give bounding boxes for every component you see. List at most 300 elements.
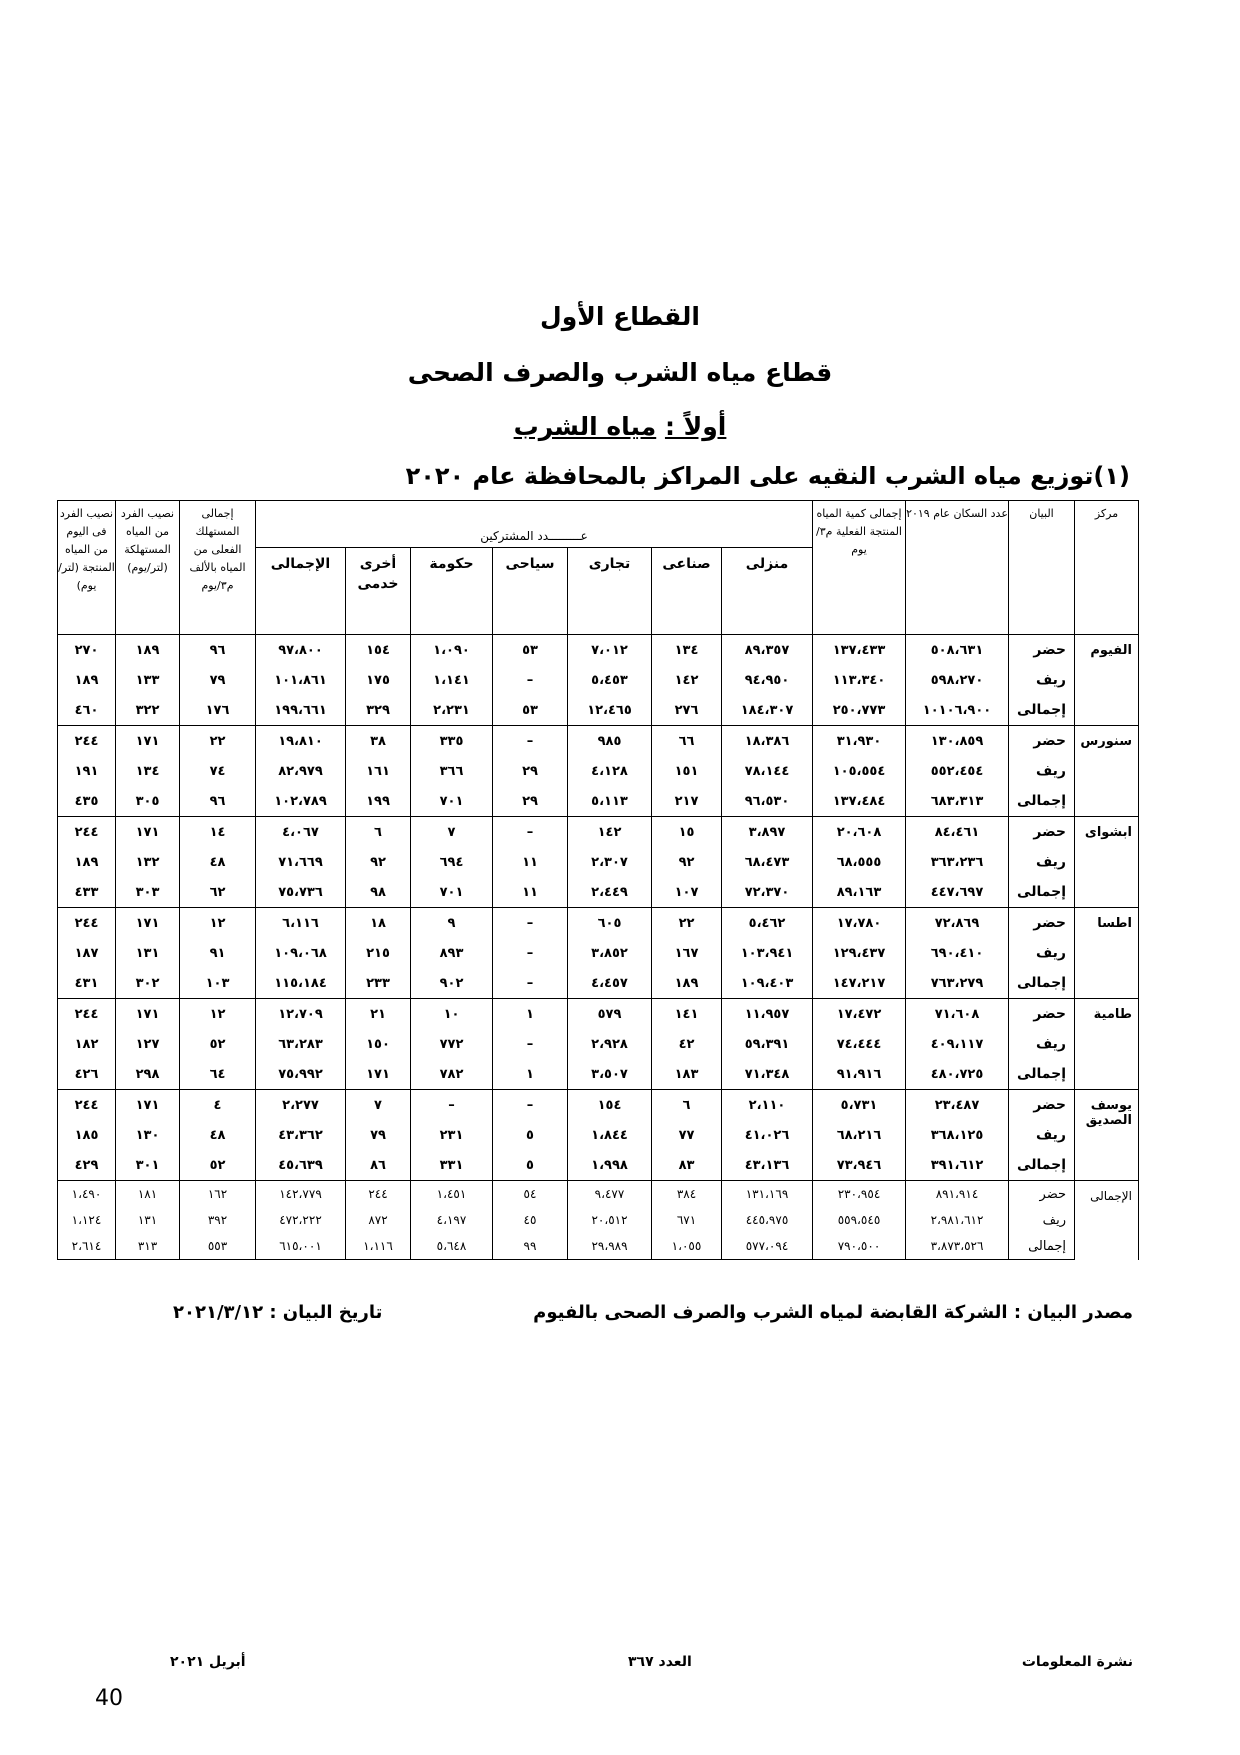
cell-residential: ٢،١١٠ (722, 1090, 813, 1121)
cell-other: ٢١ (346, 999, 411, 1030)
bayan-cell: إجمالى (1009, 695, 1075, 726)
page-number: 40 (95, 1686, 123, 1711)
cell-commercial: ٩،٤٧٧ (568, 1181, 652, 1208)
cell-commercial: ٥٧٩ (568, 999, 652, 1030)
cell-pc-produced: ١،١٢٤ (58, 1207, 116, 1233)
cell-government: ١،٤٥١ (411, 1181, 493, 1208)
cell-industrial: ٦٦ (652, 726, 722, 757)
cell-consumed: ٧٩ (180, 665, 256, 695)
cell-other: ١٥٠ (346, 1029, 411, 1059)
cell-consumed: ١٢ (180, 908, 256, 939)
cell-industrial: ٦٧١ (652, 1207, 722, 1233)
table-row (58, 1233, 1139, 1260)
cell-produced: ٢٥٠،٧٧٣ (813, 695, 906, 726)
table-row (58, 938, 1139, 968)
cell-other: ٩٢ (346, 847, 411, 877)
header-bayan: البيان (1009, 501, 1075, 635)
cell-produced: ١٢٩،٤٣٧ (813, 938, 906, 968)
cell-total: ٧٥،٧٣٦ (256, 877, 346, 908)
cell-pc-consumed: ٣٢٢ (116, 695, 180, 726)
header-residential: منزلى (722, 548, 813, 635)
sector-title: القطاع الأول (540, 302, 700, 331)
cell-population: ٢،٩٨١،٦١٢ (906, 1207, 1009, 1233)
cell-pc-consumed: ٣٠٣ (116, 877, 180, 908)
cell-other: ٢٣٣ (346, 968, 411, 999)
cell-industrial: ٢١٧ (652, 786, 722, 817)
cell-residential: ٣،٨٩٧ (722, 817, 813, 848)
cell-government: ٣٣٥ (411, 726, 493, 757)
table-row (58, 1090, 1139, 1121)
cell-pc-consumed: ١٨٩ (116, 635, 180, 666)
bayan-cell: إجمالى (1009, 786, 1075, 817)
table-row (58, 999, 1139, 1030)
cell-tourist: ٢٩ (493, 786, 568, 817)
cell-tourist: ٥٤ (493, 1181, 568, 1208)
cell-tourist: ٥٣ (493, 695, 568, 726)
cell-pc-produced: ١٨٥ (58, 1120, 116, 1150)
cell-population: ٤٨٠،٧٢٥ (906, 1059, 1009, 1090)
cell-industrial: ١،٠٥٥ (652, 1233, 722, 1260)
bayan-cell: حضر (1009, 635, 1075, 666)
cell-government: ٧ (411, 817, 493, 848)
section-label: مياه الشرب (513, 412, 657, 441)
table-caption: (١)توزيع مياه الشرب النقيه على المراكز بالمحافظة عام ٢٠٢٠ (405, 462, 1130, 490)
cell-government: ٧٧٢ (411, 1029, 493, 1059)
footer-date: أبريل ٢٠٢١ (170, 1654, 246, 1670)
cell-commercial: ١٥٤ (568, 1090, 652, 1121)
cell-tourist: – (493, 1090, 568, 1121)
cell-produced: ٦٨،٢١٦ (813, 1120, 906, 1150)
cell-commercial: ٥،٤٥٣ (568, 665, 652, 695)
cell-tourist: ١ (493, 1059, 568, 1090)
cell-produced: ٨٩،١٦٣ (813, 877, 906, 908)
cell-other: ١٩٩ (346, 786, 411, 817)
bayan-cell: ريف (1009, 756, 1075, 786)
cell-industrial: ١٨٣ (652, 1059, 722, 1090)
cell-population: ٣٦٣،٢٣٦ (906, 847, 1009, 877)
cell-government: ٩٠٢ (411, 968, 493, 999)
cell-other: ١٨ (346, 908, 411, 939)
cell-residential: ١٠٩،٤٠٣ (722, 968, 813, 999)
cell-consumed: ٦٤ (180, 1059, 256, 1090)
cell-pc-produced: ٤٢٩ (58, 1150, 116, 1181)
bayan-cell: ريف (1009, 938, 1075, 968)
source-note: مصدر البيان : الشركة القابضة لمياه الشرب والصرف الصحى بالفيوم (533, 1302, 1133, 1323)
cell-pc-produced: ٢،٦١٤ (58, 1233, 116, 1260)
cell-industrial: ٢٢ (652, 908, 722, 939)
section-prefix: أولاً : (664, 412, 727, 441)
cell-tourist: – (493, 1029, 568, 1059)
cell-produced: ٣١،٩٣٠ (813, 726, 906, 757)
cell-government: ١،٠٩٠ (411, 635, 493, 666)
cell-produced: ٥،٧٣١ (813, 1090, 906, 1121)
header-subscribers-total: الإجمالى (256, 548, 346, 635)
cell-consumed: ٤٨ (180, 847, 256, 877)
bayan-cell: حضر (1009, 999, 1075, 1030)
cell-tourist: ٥٣ (493, 635, 568, 666)
markaz-cell: الفيوم (1075, 635, 1139, 726)
cell-consumed: ٩٦ (180, 635, 256, 666)
cell-commercial: ٧،٠١٢ (568, 635, 652, 666)
table-row (58, 635, 1139, 666)
cell-tourist: ٤٥ (493, 1207, 568, 1233)
header-per-capita-produced: نصيب الفرد فى اليوم من المياه المنتجة (لتر/يوم) (58, 501, 116, 635)
cell-total: ٢،٢٧٧ (256, 1090, 346, 1121)
cell-produced: ١٣٧،٤٨٤ (813, 786, 906, 817)
cell-government: – (411, 1090, 493, 1121)
bayan-cell: إجمالى (1009, 968, 1075, 999)
cell-other: ١،١١٦ (346, 1233, 411, 1260)
cell-produced: ٦٨،٥٥٥ (813, 847, 906, 877)
cell-total: ٧١،٦٦٩ (256, 847, 346, 877)
cell-pc-produced: ١٩١ (58, 756, 116, 786)
cell-total: ٩٧،٨٠٠ (256, 635, 346, 666)
cell-industrial: ١٨٩ (652, 968, 722, 999)
cell-pc-consumed: ١٣١ (116, 938, 180, 968)
cell-commercial: ٤،١٢٨ (568, 756, 652, 786)
cell-tourist: – (493, 665, 568, 695)
header-produced: إجمالى كمية المياه المنتجة الفعلية م٣/يوم (813, 501, 906, 635)
cell-pc-consumed: ١٣١ (116, 1207, 180, 1233)
cell-tourist: ١١ (493, 847, 568, 877)
cell-other: ٣٢٩ (346, 695, 411, 726)
cell-consumed: ١٧٦ (180, 695, 256, 726)
cell-total: ٨٢،٩٧٩ (256, 756, 346, 786)
cell-population: ٣٩١،٦١٢ (906, 1150, 1009, 1181)
cell-total: ٦،١١٦ (256, 908, 346, 939)
cell-government: ٢،٢٣١ (411, 695, 493, 726)
cell-pc-produced: ٤٣١ (58, 968, 116, 999)
cell-total: ١٢،٧٠٩ (256, 999, 346, 1030)
cell-tourist: – (493, 968, 568, 999)
cell-total: ٦٣،٢٨٣ (256, 1029, 346, 1059)
cell-other: ٨٦ (346, 1150, 411, 1181)
cell-other: ٢١٥ (346, 938, 411, 968)
cell-tourist: ١١ (493, 877, 568, 908)
cell-commercial: ٦٠٥ (568, 908, 652, 939)
cell-commercial: ٣،٨٥٢ (568, 938, 652, 968)
bayan-cell: ريف (1009, 1120, 1075, 1150)
markaz-cell: الإجمالى (1075, 1181, 1139, 1260)
cell-commercial: ٩٨٥ (568, 726, 652, 757)
bayan-cell: حضر (1009, 726, 1075, 757)
cell-government: ٧٠١ (411, 877, 493, 908)
table-row (58, 1150, 1139, 1181)
cell-consumed: ٦٢ (180, 877, 256, 908)
cell-residential: ١٣١،١٦٩ (722, 1181, 813, 1208)
cell-other: ٦ (346, 817, 411, 848)
markaz-cell: يوسف الصديق (1075, 1090, 1139, 1181)
cell-residential: ١٠٣،٩٤١ (722, 938, 813, 968)
cell-industrial: ١٥ (652, 817, 722, 848)
markaz-cell: ابشواى (1075, 817, 1139, 908)
cell-pc-consumed: ٢٩٨ (116, 1059, 180, 1090)
cell-pc-consumed: ١٧١ (116, 726, 180, 757)
cell-industrial: ١٤٢ (652, 665, 722, 695)
cell-pc-consumed: ١٧١ (116, 817, 180, 848)
cell-population: ٢٣،٤٨٧ (906, 1090, 1009, 1121)
cell-residential: ٧١،٣٤٨ (722, 1059, 813, 1090)
cell-pc-consumed: ١٣٢ (116, 847, 180, 877)
cell-residential: ٤٤٥،٩٧٥ (722, 1207, 813, 1233)
cell-commercial: ٢،٣٠٧ (568, 847, 652, 877)
cell-produced: ١٤٧،٢١٧ (813, 968, 906, 999)
cell-pc-consumed: ١٣٠ (116, 1120, 180, 1150)
cell-total: ١٠١،٨٦١ (256, 665, 346, 695)
header-tourist: سياحى (493, 548, 568, 635)
cell-pc-produced: ٤٣٥ (58, 786, 116, 817)
cell-pc-produced: ١٨٩ (58, 847, 116, 877)
cell-other: ١٧٥ (346, 665, 411, 695)
cell-other: ٧ (346, 1090, 411, 1121)
bayan-cell: ريف (1009, 665, 1075, 695)
header-other: أخرى خدمى (346, 548, 411, 635)
cell-residential: ١٨٤،٣٠٧ (722, 695, 813, 726)
table-row (58, 1207, 1139, 1233)
cell-pc-produced: ٢٤٤ (58, 726, 116, 757)
cell-residential: ٥،٤٦٢ (722, 908, 813, 939)
bayan-cell: إجمالى (1009, 877, 1075, 908)
cell-residential: ٤١،٠٢٦ (722, 1120, 813, 1150)
cell-produced: ٥٥٩،٥٤٥ (813, 1207, 906, 1233)
cell-population: ٥٠٨،٦٣١ (906, 635, 1009, 666)
cell-government: ١،١٤١ (411, 665, 493, 695)
cell-pc-consumed: ١٣٤ (116, 756, 180, 786)
cell-other: ١٧١ (346, 1059, 411, 1090)
cell-other: ١٥٤ (346, 635, 411, 666)
cell-population: ٣٦٨،١٢٥ (906, 1120, 1009, 1150)
cell-residential: ٧٢،٣٧٠ (722, 877, 813, 908)
cell-pc-produced: ١،٤٩٠ (58, 1181, 116, 1208)
cell-government: ٤،١٩٧ (411, 1207, 493, 1233)
bayan-cell: ريف (1009, 1207, 1075, 1233)
cell-population: ٣،٨٧٣،٥٢٦ (906, 1233, 1009, 1260)
cell-produced: ١٣٧،٤٣٣ (813, 635, 906, 666)
cell-total: ٦١٥،٠٠١ (256, 1233, 346, 1260)
cell-residential: ٩٦،٥٣٠ (722, 786, 813, 817)
cell-total: ١٤٢،٧٧٩ (256, 1181, 346, 1208)
header-consumed: إجمالى المستهلك الفعلى من المياه بالألف م٣/يوم (180, 501, 256, 635)
table-row (58, 877, 1139, 908)
cell-pc-produced: ٢٤٤ (58, 817, 116, 848)
cell-industrial: ٩٢ (652, 847, 722, 877)
cell-consumed: ١٠٣ (180, 968, 256, 999)
cell-total: ٤٧٢،٢٢٢ (256, 1207, 346, 1233)
cell-population: ٤٤٧،٦٩٧ (906, 877, 1009, 908)
cell-pc-consumed: ٣٠٢ (116, 968, 180, 999)
cell-produced: ٧٤،٤٤٤ (813, 1029, 906, 1059)
cell-consumed: ١٤ (180, 817, 256, 848)
cell-produced: ١٧،٧٨٠ (813, 908, 906, 939)
cell-consumed: ٧٤ (180, 756, 256, 786)
cell-population: ٦٩٠،٤١٠ (906, 938, 1009, 968)
table-row (58, 908, 1139, 939)
cell-government: ٢٣١ (411, 1120, 493, 1150)
table-row (58, 695, 1139, 726)
cell-pc-consumed: ١٧١ (116, 1090, 180, 1121)
cell-industrial: ٣٨٤ (652, 1181, 722, 1208)
footer-issue: العدد ٣٦٧ (628, 1654, 692, 1670)
cell-consumed: ١٢ (180, 999, 256, 1030)
cell-consumed: ٩٦ (180, 786, 256, 817)
table-row (58, 1120, 1139, 1150)
cell-commercial: ٢٩،٩٨٩ (568, 1233, 652, 1260)
cell-tourist: ١ (493, 999, 568, 1030)
cell-government: ٦٩٤ (411, 847, 493, 877)
cell-population: ١٠١٠٦،٩٠٠ (906, 695, 1009, 726)
cell-total: ٤٣،٣٦٢ (256, 1120, 346, 1150)
section-heading (0, 412, 1240, 441)
cell-total: ٤،٠٦٧ (256, 817, 346, 848)
cell-pc-consumed: ١٨١ (116, 1181, 180, 1208)
cell-population: ٨٤،٤٦١ (906, 817, 1009, 848)
cell-population: ٦٨٣،٣١٣ (906, 786, 1009, 817)
cell-population: ٨٩١،٩١٤ (906, 1181, 1009, 1208)
cell-total: ١٩٩،٦٦١ (256, 695, 346, 726)
cell-pc-produced: ٢٤٤ (58, 908, 116, 939)
cell-industrial: ١٤١ (652, 999, 722, 1030)
cell-pc-produced: ١٨٢ (58, 1029, 116, 1059)
cell-government: ٥،٦٤٨ (411, 1233, 493, 1260)
cell-consumed: ٥٢ (180, 1150, 256, 1181)
cell-tourist: – (493, 726, 568, 757)
cell-residential: ١٨،٣٨٦ (722, 726, 813, 757)
cell-tourist: ٢٩ (493, 756, 568, 786)
cell-commercial: ٢٠،٥١٢ (568, 1207, 652, 1233)
cell-residential: ٤٣،١٣٦ (722, 1150, 813, 1181)
cell-total: ١٠٩،٠٦٨ (256, 938, 346, 968)
markaz-cell: سنورس (1075, 726, 1139, 817)
bayan-cell: إجمالى (1009, 1233, 1075, 1260)
cell-pc-produced: ٤٦٠ (58, 695, 116, 726)
cell-consumed: ٣٩٢ (180, 1207, 256, 1233)
cell-total: ١٠٢،٧٨٩ (256, 786, 346, 817)
cell-industrial: ٢٧٦ (652, 695, 722, 726)
cell-total: ٤٥،٦٣٩ (256, 1150, 346, 1181)
cell-consumed: ٤٨ (180, 1120, 256, 1150)
cell-government: ٣٣١ (411, 1150, 493, 1181)
cell-consumed: ٥٢ (180, 1029, 256, 1059)
cell-tourist: ٥ (493, 1120, 568, 1150)
sector-subtitle: قطاع مياه الشرب والصرف الصحى (407, 358, 833, 387)
header-industrial: صناعى (652, 548, 722, 635)
cell-population: ١٣٠،٨٥٩ (906, 726, 1009, 757)
table-row (58, 968, 1139, 999)
cell-tourist: ٥ (493, 1150, 568, 1181)
cell-total: ٧٥،٩٩٢ (256, 1059, 346, 1090)
cell-population: ٧٦٣،٢٧٩ (906, 968, 1009, 999)
bayan-cell: إجمالى (1009, 1150, 1075, 1181)
cell-residential: ١١،٩٥٧ (722, 999, 813, 1030)
cell-pc-produced: ٤٣٣ (58, 877, 116, 908)
cell-tourist: – (493, 938, 568, 968)
cell-residential: ٩٤،٩٥٠ (722, 665, 813, 695)
cell-government: ٣٦٦ (411, 756, 493, 786)
cell-total: ١٩،٨١٠ (256, 726, 346, 757)
cell-consumed: ٤ (180, 1090, 256, 1121)
cell-commercial: ١،٨٤٤ (568, 1120, 652, 1150)
header-per-capita-consumed: نصيب الفرد من المياه المستهلكة (لتر/يوم) (116, 501, 180, 635)
cell-residential: ٨٩،٣٥٧ (722, 635, 813, 666)
table-row (58, 786, 1139, 817)
cell-commercial: ١،٩٩٨ (568, 1150, 652, 1181)
cell-produced: ٧٣،٩٤٦ (813, 1150, 906, 1181)
cell-residential: ٥٧٧،٠٩٤ (722, 1233, 813, 1260)
cell-industrial: ٦ (652, 1090, 722, 1121)
markaz-cell: اطسا (1075, 908, 1139, 999)
table-row (58, 847, 1139, 877)
header-commercial: تجارى (568, 548, 652, 635)
cell-residential: ٧٨،١٤٤ (722, 756, 813, 786)
cell-industrial: ١٥١ (652, 756, 722, 786)
bayan-cell: ريف (1009, 1029, 1075, 1059)
cell-other: ٩٨ (346, 877, 411, 908)
cell-industrial: ٤٢ (652, 1029, 722, 1059)
cell-commercial: ١٢،٤٦٥ (568, 695, 652, 726)
cell-pc-produced: ٤٢٦ (58, 1059, 116, 1090)
cell-industrial: ١٠٧ (652, 877, 722, 908)
bayan-cell: حضر (1009, 1181, 1075, 1208)
cell-commercial: ٤،٤٥٧ (568, 968, 652, 999)
cell-population: ٤٠٩،١١٧ (906, 1029, 1009, 1059)
cell-government: ٧٨٢ (411, 1059, 493, 1090)
table-row (58, 726, 1139, 757)
cell-pc-produced: ١٨٩ (58, 665, 116, 695)
bayan-cell: إجمالى (1009, 1059, 1075, 1090)
cell-pc-produced: ٢٤٤ (58, 1090, 116, 1121)
cell-pc-consumed: ٣١٣ (116, 1233, 180, 1260)
cell-other: ٣٨ (346, 726, 411, 757)
cell-other: ١٦١ (346, 756, 411, 786)
cell-produced: ٩١،٩١٦ (813, 1059, 906, 1090)
cell-pc-consumed: ١٧١ (116, 999, 180, 1030)
cell-pc-consumed: ١٧١ (116, 908, 180, 939)
cell-pc-produced: ١٨٧ (58, 938, 116, 968)
cell-government: ١٠ (411, 999, 493, 1030)
table-row (58, 665, 1139, 695)
cell-residential: ٦٨،٤٧٣ (722, 847, 813, 877)
cell-government: ٩ (411, 908, 493, 939)
cell-total: ١١٥،١٨٤ (256, 968, 346, 999)
cell-residential: ٥٩،٣٩١ (722, 1029, 813, 1059)
cell-produced: ١١٣،٣٤٠ (813, 665, 906, 695)
cell-tourist: – (493, 817, 568, 848)
cell-population: ٧٢،٨٦٩ (906, 908, 1009, 939)
bayan-cell: حضر (1009, 1090, 1075, 1121)
cell-industrial: ١٣٤ (652, 635, 722, 666)
cell-produced: ١٠٥،٥٥٤ (813, 756, 906, 786)
markaz-cell: طامية (1075, 999, 1139, 1090)
cell-produced: ٢٠،٦٠٨ (813, 817, 906, 848)
cell-pc-consumed: ٣٠١ (116, 1150, 180, 1181)
cell-industrial: ١٦٧ (652, 938, 722, 968)
bayan-cell: حضر (1009, 817, 1075, 848)
cell-tourist: – (493, 908, 568, 939)
bayan-cell: حضر (1009, 908, 1075, 939)
table-row (58, 756, 1139, 786)
header-government: حكومة (411, 548, 493, 635)
cell-consumed: ٥٥٣ (180, 1233, 256, 1260)
table-body (58, 635, 1139, 1260)
cell-other: ٨٧٢ (346, 1207, 411, 1233)
cell-tourist: ٩٩ (493, 1233, 568, 1260)
cell-commercial: ١٤٢ (568, 817, 652, 848)
cell-commercial: ٢،٤٤٩ (568, 877, 652, 908)
cell-population: ٧١،٦٠٨ (906, 999, 1009, 1030)
header-population: عدد السكان عام ٢٠١٩ (906, 501, 1009, 635)
cell-produced: ٢٣٠،٩٥٤ (813, 1181, 906, 1208)
bayan-cell: ريف (1009, 847, 1075, 877)
